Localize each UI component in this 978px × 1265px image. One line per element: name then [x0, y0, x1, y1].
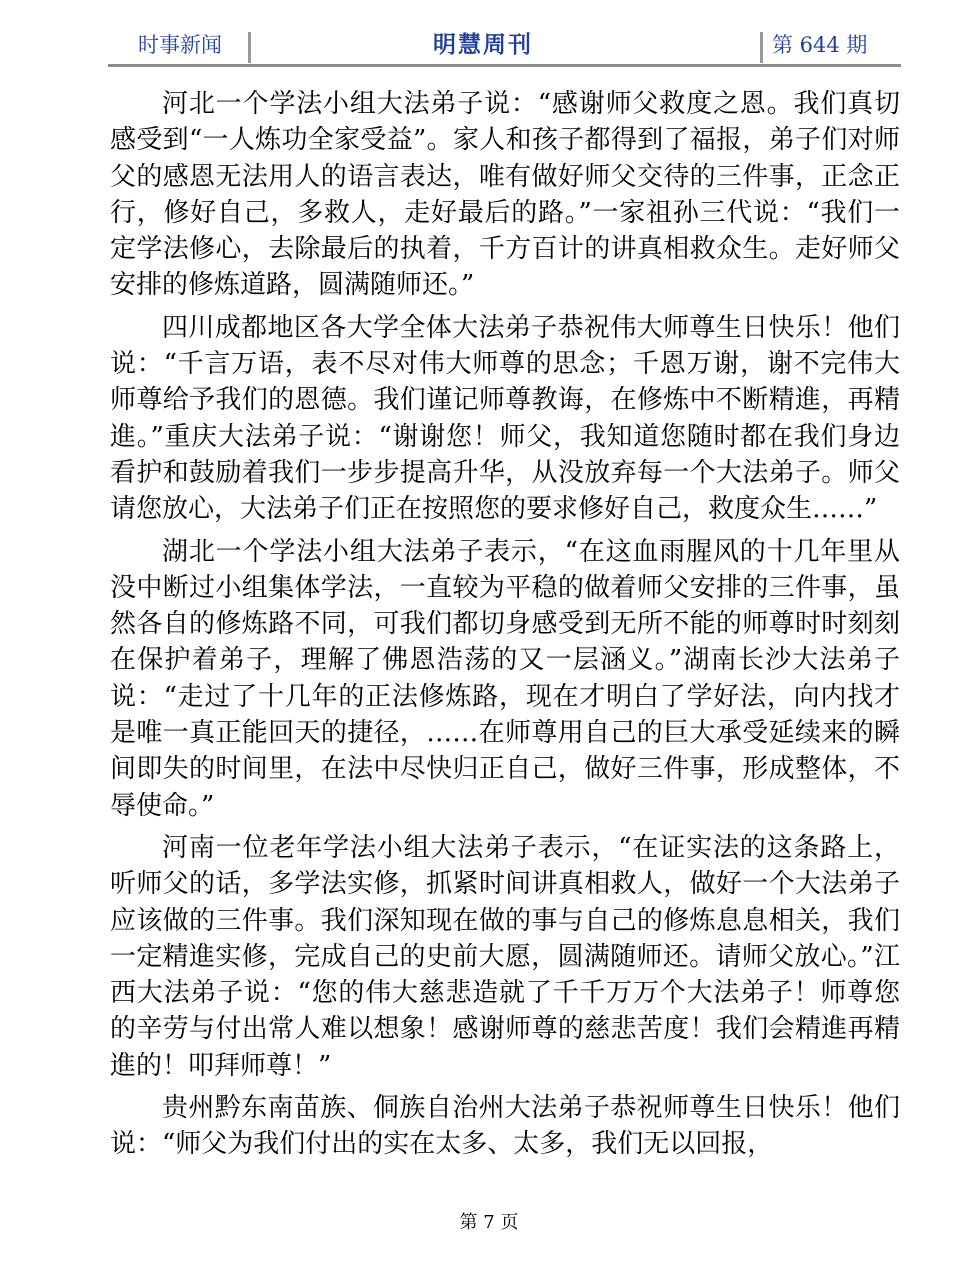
- paragraph-hebei: 河北一个学法小组大法弟子说：“感谢师父救度之恩。我们真切感受到“一人炼功全家受益”。家人和孩子都得到了福报，弟子们对师父的感恩无法用人的语言表达，唯有做好师父交待的三件事，正念正行，修好自己，多救人，走好最后的路。”一家祖孙三代说：“我们一定学法修心，去除最后的执着，千方百计的讲真相救众生。走好师父安排的修炼道路，圆满随师还。”: [110, 89, 900, 301]
- publication-title: 明慧周刊: [433, 31, 533, 58]
- section-name: 时事新闻: [138, 33, 222, 57]
- article-body: [110, 86, 900, 1169]
- paragraph-guizhou: 贵州黔东南苗族、侗族自治州大法弟子恭祝师尊生日快乐！他们说：“师父为我们付出的实在太多、太多，我们无以回报，: [110, 1093, 900, 1160]
- paragraph-hubei: 湖北一个学法小组大法弟子表示，“在这血雨腥风的十几年里从没中断过小组集体学法，一直较为平稳的做着师父安排的三件事，虽然各自的修炼路不同，可我们都切身感受到无所不能的师尊时时刻刻在保护着弟子，理解了佛恩浩荡的又一层涵义。”湖南长沙大法弟子说：“走过了十几年的正法修炼路，现在才明白了学好法，向内找才是唯一真正能回天的捷径，……在师尊用自己的巨大承受延续来的瞬间即失的时间里，在法中尽快归正自己，做好三件事，形成整体，不辱使命。”: [110, 536, 900, 821]
- page-number: 第 7 页: [459, 1212, 519, 1233]
- header-rule: [108, 64, 901, 67]
- paragraph-henan: 河南一位老年学法小组大法弟子表示，“在证实法的这条路上，听师父的话，多学法实修，抓紧时间讲真相救人，做好一个大法弟子应该做的三件事。我们深知现在做的事与自己的修炼息息相关，我们一定精進实修，完成自己的史前大愿，圆满随师还。请师父放心。”江西大法弟子说：“您的伟大慈悲造就了千千万万个大法弟子！师尊您的辛劳与付出常人难以想象！感谢师尊的慈悲苦度！我们会精進再精進的！叩拜师尊！”: [110, 832, 900, 1081]
- issue-number: 第 644 期: [772, 33, 868, 57]
- running-header: [108, 28, 901, 64]
- paragraph-sichuan: 四川成都地区各大学全体大法弟子恭祝伟大师尊生日快乐！他们说：“千言万语，表不尽对伟大师尊的思念；千恩万谢，谢不完伟大师尊给予我们的恩德。我们谨记师尊教诲，在修炼中不断精進，再精進。”重庆大法弟子说：“谢谢您！师父，我知道您随时都在我们身边看护和鼓励着我们一步步提高升华，从没放弃每一个大法弟子。师父请您放心，大法弟子们正在按照您的要求修好自己，救度众生……”: [110, 312, 900, 525]
- header-divider-left: [248, 32, 251, 63]
- header-divider-right: [760, 32, 763, 63]
